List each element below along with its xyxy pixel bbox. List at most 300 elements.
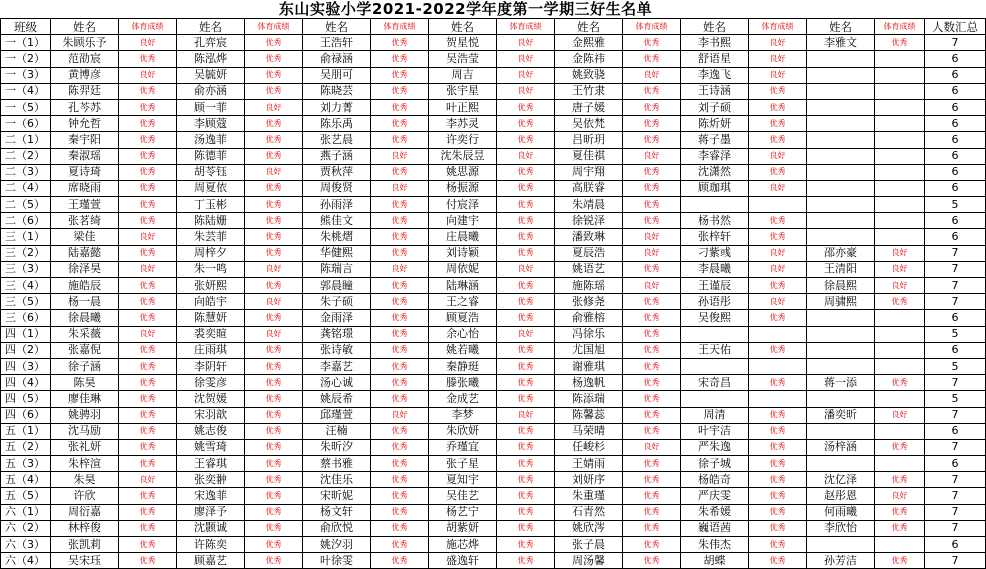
student-name-cell: 姚骋羽 — [51, 407, 119, 423]
student-name-cell: 刘妍序 — [555, 472, 623, 488]
pe-grade-cell: 优秀 — [749, 229, 807, 245]
count-cell: 7 — [925, 504, 986, 520]
student-name-cell: 陆嘉懿 — [51, 245, 119, 261]
pe-grade-cell: 良好 — [497, 326, 555, 342]
pe-grade-cell: 优秀 — [623, 358, 681, 374]
table-row — [1, 67, 986, 83]
student-name-cell: 周骕熙 — [807, 294, 875, 310]
count-cell: 6 — [925, 537, 986, 553]
student-name-cell: 张礼妍 — [51, 439, 119, 455]
student-name-cell: 吕昕玥 — [555, 132, 623, 148]
pe-grade-cell: 优秀 — [119, 391, 177, 407]
pe-grade-cell: 优秀 — [245, 423, 303, 439]
student-name-cell: 杨书然 — [681, 213, 749, 229]
pe-grade-cell: 良好 — [749, 67, 807, 83]
class-cell: 二（2） — [1, 148, 51, 164]
student-name-cell: 周夏依 — [177, 180, 245, 196]
class-cell: 四（3） — [1, 358, 51, 374]
student-name-cell: 乔瑾宜 — [429, 439, 497, 455]
pe-grade-cell — [875, 51, 925, 67]
pe-grade-cell: 优秀 — [497, 342, 555, 358]
student-name-cell: 姚致骁 — [555, 67, 623, 83]
student-name-cell: 杨振源 — [429, 180, 497, 196]
student-name-cell: 杨逸帆 — [555, 375, 623, 391]
pe-grade-cell: 优秀 — [623, 164, 681, 180]
student-name-cell — [807, 456, 875, 472]
pe-grade-cell: 优秀 — [371, 358, 429, 374]
pe-grade-cell: 优秀 — [497, 245, 555, 261]
pe-grade-cell: 良好 — [119, 326, 177, 342]
student-name-cell: 范劭宸 — [51, 51, 119, 67]
count-cell: 7 — [925, 520, 986, 536]
student-name-cell: 吴佳艺 — [429, 488, 497, 504]
student-name-cell: 严庆雯 — [681, 488, 749, 504]
pe-grade-cell: 优秀 — [875, 35, 925, 51]
pe-grade-cell: 优秀 — [245, 197, 303, 213]
student-name-cell: 姚语艺 — [555, 261, 623, 277]
student-name-cell: 严朱逸 — [681, 439, 749, 455]
student-name-cell — [807, 116, 875, 132]
student-name-cell — [807, 229, 875, 245]
student-name-cell: 陈羿廷 — [51, 83, 119, 99]
pe-grade-cell: 良好 — [749, 294, 807, 310]
pe-grade-cell: 优秀 — [245, 342, 303, 358]
count-cell: 6 — [925, 132, 986, 148]
student-name-cell: 孔芩苏 — [51, 99, 119, 115]
pe-grade-cell: 良好 — [371, 180, 429, 196]
pe-grade-cell: 优秀 — [497, 391, 555, 407]
pe-grade-cell: 优秀 — [119, 537, 177, 553]
class-cell: 五（1） — [1, 423, 51, 439]
table-row — [1, 229, 986, 245]
pe-grade-cell: 优秀 — [371, 164, 429, 180]
student-name-cell: 李梦 — [429, 407, 497, 423]
student-name-cell: 杨皓奇 — [681, 472, 749, 488]
pe-grade-cell: 优秀 — [371, 375, 429, 391]
student-name-cell: 向建宇 — [429, 213, 497, 229]
pe-grade-cell: 优秀 — [245, 116, 303, 132]
student-name-cell: 夏知宇 — [429, 472, 497, 488]
table-row — [1, 326, 986, 342]
pe-grade-cell: 良好 — [623, 148, 681, 164]
student-name-cell: 金成艺 — [429, 391, 497, 407]
student-name-cell: 马荣晴 — [555, 423, 623, 439]
header-count: 人数汇总 — [925, 19, 986, 35]
student-name-cell: 付宸泽 — [429, 197, 497, 213]
pe-grade-cell: 优秀 — [119, 99, 177, 115]
pe-grade-cell: 优秀 — [623, 35, 681, 51]
pe-grade-cell: 优秀 — [119, 553, 177, 569]
header-name: 姓名 — [429, 19, 497, 35]
header-grade: 体育成绩 — [497, 19, 555, 35]
count-cell: 6 — [925, 148, 986, 164]
pe-grade-cell: 优秀 — [497, 116, 555, 132]
count-cell: 6 — [925, 51, 986, 67]
pe-grade-cell: 优秀 — [497, 99, 555, 115]
student-name-cell — [807, 51, 875, 67]
student-name-cell: 陈添瑞 — [555, 391, 623, 407]
header-grade: 体育成绩 — [875, 19, 925, 35]
student-name-cell: 许欣 — [51, 488, 119, 504]
pe-grade-cell — [875, 132, 925, 148]
student-name-cell: 周汤馨 — [555, 553, 623, 569]
count-cell: 6 — [925, 310, 986, 326]
pe-grade-cell: 优秀 — [371, 83, 429, 99]
class-cell: 二（1） — [1, 132, 51, 148]
student-name-cell: 施皓辰 — [51, 278, 119, 294]
student-name-cell: 姚雪琦 — [177, 439, 245, 455]
student-name-cell: 滕张曦 — [429, 375, 497, 391]
student-name-cell: 刘诗颖 — [429, 245, 497, 261]
count-cell: 7 — [925, 35, 986, 51]
student-name-cell: 顾珈琪 — [681, 180, 749, 196]
pe-grade-cell: 优秀 — [497, 439, 555, 455]
pe-grade-cell — [875, 213, 925, 229]
pe-grade-cell: 优秀 — [119, 488, 177, 504]
table-body — [1, 35, 986, 569]
student-name-cell: 沈颢诚 — [177, 520, 245, 536]
pe-grade-cell: 优秀 — [623, 472, 681, 488]
student-name-cell: 叶正熙 — [429, 99, 497, 115]
pe-grade-cell: 优秀 — [119, 310, 177, 326]
student-name-cell: 潘致琳 — [555, 229, 623, 245]
pe-grade-cell: 优秀 — [371, 197, 429, 213]
student-name-cell: 沈佳乐 — [303, 472, 371, 488]
pe-grade-cell: 优秀 — [245, 504, 303, 520]
pe-grade-cell: 良好 — [875, 407, 925, 423]
student-name-cell: 姚若曦 — [429, 342, 497, 358]
table-row — [1, 132, 986, 148]
pe-grade-cell: 优秀 — [245, 229, 303, 245]
pe-grade-cell: 优秀 — [623, 310, 681, 326]
pe-grade-cell: 优秀 — [749, 342, 807, 358]
pe-grade-cell: 优秀 — [497, 358, 555, 374]
pe-grade-cell: 优秀 — [245, 472, 303, 488]
student-name-cell: 许陈奕 — [177, 537, 245, 553]
pe-grade-cell: 良好 — [497, 407, 555, 423]
pe-grade-cell: 优秀 — [245, 407, 303, 423]
pe-grade-cell: 良好 — [371, 407, 429, 423]
student-name-cell: 俞亦涵 — [177, 83, 245, 99]
student-name-cell: 王清阳 — [807, 261, 875, 277]
student-name-cell: 朱昊 — [51, 472, 119, 488]
table-row — [1, 456, 986, 472]
student-name-cell: 周俊贤 — [303, 180, 371, 196]
pe-grade-cell — [875, 391, 925, 407]
pe-grade-cell: 优秀 — [623, 375, 681, 391]
student-name-cell: 蒋子墨 — [681, 132, 749, 148]
count-cell: 6 — [925, 99, 986, 115]
class-cell: 五（4） — [1, 472, 51, 488]
pe-grade-cell: 优秀 — [119, 164, 177, 180]
student-name-cell: 夏诗琦 — [51, 164, 119, 180]
student-name-cell: 张子晨 — [555, 537, 623, 553]
student-name-cell: 张诗敏 — [303, 342, 371, 358]
pe-grade-cell: 优秀 — [371, 229, 429, 245]
pe-grade-cell: 优秀 — [497, 229, 555, 245]
pe-grade-cell: 优秀 — [371, 520, 429, 536]
header-class: 班级 — [1, 19, 51, 35]
pe-grade-cell: 优秀 — [623, 51, 681, 67]
pe-grade-cell: 优秀 — [245, 278, 303, 294]
pe-grade-cell: 优秀 — [875, 375, 925, 391]
student-name-cell: 徐晨曦 — [51, 310, 119, 326]
student-name-cell: 朱子硕 — [303, 294, 371, 310]
student-name-cell: 任峻杉 — [555, 439, 623, 455]
pe-grade-cell: 优秀 — [497, 456, 555, 472]
student-name-cell: 沈潇然 — [681, 164, 749, 180]
student-name-cell: 龚铭璟 — [303, 326, 371, 342]
student-name-cell: 叶徐雯 — [303, 553, 371, 569]
pe-grade-cell: 良好 — [875, 261, 925, 277]
pe-grade-cell: 良好 — [497, 67, 555, 83]
pe-grade-cell: 优秀 — [497, 197, 555, 213]
student-name-cell: 王浩轩 — [303, 35, 371, 51]
student-name-cell: 石青然 — [555, 504, 623, 520]
student-name-cell: 徐雯彦 — [177, 375, 245, 391]
student-name-cell: 尤国旭 — [555, 342, 623, 358]
student-name-cell: 孙芳洁 — [807, 553, 875, 569]
header-name: 姓名 — [555, 19, 623, 35]
student-name-cell: 余心怡 — [429, 326, 497, 342]
pe-grade-cell: 良好 — [749, 180, 807, 196]
pe-grade-cell: 优秀 — [497, 310, 555, 326]
student-name-cell: 施芯烨 — [429, 537, 497, 553]
student-name-cell: 金雨泽 — [303, 310, 371, 326]
count-cell: 7 — [925, 278, 986, 294]
student-name-cell: 舒语星 — [681, 51, 749, 67]
count-cell: 7 — [925, 488, 986, 504]
student-name-cell — [807, 180, 875, 196]
class-cell: 三（5） — [1, 294, 51, 310]
student-name-cell: 王竹隶 — [555, 83, 623, 99]
pe-grade-cell: 优秀 — [623, 488, 681, 504]
table-row — [1, 278, 986, 294]
pe-grade-cell: 优秀 — [749, 83, 807, 99]
pe-grade-cell: 优秀 — [245, 148, 303, 164]
student-name-cell: 朱欣妍 — [429, 423, 497, 439]
pe-grade-cell: 优秀 — [623, 456, 681, 472]
student-name-cell: 周吉 — [429, 67, 497, 83]
student-name-cell: 吴依梵 — [555, 116, 623, 132]
student-name-cell: 李欣怡 — [807, 520, 875, 536]
count-cell: 7 — [925, 294, 986, 310]
pe-grade-cell: 优秀 — [497, 213, 555, 229]
student-name-cell: 俞欣悦 — [303, 520, 371, 536]
pe-grade-cell — [875, 326, 925, 342]
student-name-cell: 朱梓渲 — [51, 456, 119, 472]
pe-grade-cell: 优秀 — [119, 407, 177, 423]
pe-grade-cell: 优秀 — [119, 342, 177, 358]
student-name-cell: 陈晓芸 — [303, 83, 371, 99]
student-name-cell: 俞雅榕 — [555, 310, 623, 326]
student-name-cell: 陈乐禹 — [303, 116, 371, 132]
pe-grade-cell: 优秀 — [623, 537, 681, 553]
pe-grade-cell: 优秀 — [497, 278, 555, 294]
pe-grade-cell: 优秀 — [245, 537, 303, 553]
student-name-cell: 杨文轩 — [303, 504, 371, 520]
pe-grade-cell: 优秀 — [623, 99, 681, 115]
pe-grade-cell: 优秀 — [119, 456, 177, 472]
student-name-cell: 陆琳涵 — [429, 278, 497, 294]
pe-grade-cell: 优秀 — [749, 472, 807, 488]
student-name-cell: 顾嘉艺 — [177, 553, 245, 569]
class-cell: 一（4） — [1, 83, 51, 99]
pe-grade-cell: 优秀 — [875, 504, 925, 520]
pe-grade-cell: 优秀 — [749, 99, 807, 115]
count-cell: 7 — [925, 245, 986, 261]
student-name-cell: 丁玉彬 — [177, 197, 245, 213]
student-name-cell: 夏辰浩 — [555, 245, 623, 261]
pe-grade-cell: 优秀 — [623, 423, 681, 439]
class-cell: 一（6） — [1, 116, 51, 132]
class-cell: 六（2） — [1, 520, 51, 536]
pe-grade-cell: 优秀 — [623, 407, 681, 423]
count-cell: 5 — [925, 326, 986, 342]
student-name-cell: 张梓轩 — [681, 229, 749, 245]
pe-grade-cell: 优秀 — [623, 132, 681, 148]
student-name-cell: 高朕睿 — [555, 180, 623, 196]
pe-grade-cell: 良好 — [245, 164, 303, 180]
table-row — [1, 504, 986, 520]
honor-student-table — [0, 18, 986, 569]
pe-grade-cell: 良好 — [875, 488, 925, 504]
student-name-cell: 朱伟杰 — [681, 537, 749, 553]
student-name-cell: 王天佑 — [681, 342, 749, 358]
student-name-cell: 张艺晨 — [303, 132, 371, 148]
student-name-cell — [807, 391, 875, 407]
class-cell: 四（5） — [1, 391, 51, 407]
header-grade: 体育成绩 — [623, 19, 681, 35]
pe-grade-cell — [875, 423, 925, 439]
pe-grade-cell: 优秀 — [623, 504, 681, 520]
pe-grade-cell: 优秀 — [119, 116, 177, 132]
pe-grade-cell: 优秀 — [119, 197, 177, 213]
student-name-cell: 周宇翔 — [555, 164, 623, 180]
student-name-cell: 陈慧妍 — [177, 310, 245, 326]
class-cell: 四（2） — [1, 342, 51, 358]
pe-grade-cell: 优秀 — [371, 439, 429, 455]
pe-grade-cell: 优秀 — [749, 132, 807, 148]
pe-grade-cell: 良好 — [749, 35, 807, 51]
pe-grade-cell: 优秀 — [119, 439, 177, 455]
pe-grade-cell: 优秀 — [245, 456, 303, 472]
class-cell: 二（3） — [1, 164, 51, 180]
pe-grade-cell: 优秀 — [749, 116, 807, 132]
student-name-cell: 廖泽予 — [177, 504, 245, 520]
table-row — [1, 407, 986, 423]
student-name-cell: 谢雅琪 — [555, 358, 623, 374]
student-name-cell: 宋羽歆 — [177, 407, 245, 423]
student-name-cell: 蒋一添 — [807, 375, 875, 391]
student-name-cell: 陈昊 — [51, 375, 119, 391]
student-name-cell — [807, 164, 875, 180]
student-name-cell: 蔡书雅 — [303, 456, 371, 472]
pe-grade-cell: 优秀 — [875, 294, 925, 310]
table-row — [1, 358, 986, 374]
pe-grade-cell: 优秀 — [245, 488, 303, 504]
pe-grade-cell: 优秀 — [371, 553, 429, 569]
pe-grade-cell: 优秀 — [497, 553, 555, 569]
count-cell: 5 — [925, 197, 986, 213]
student-name-cell: 胡蝶 — [681, 553, 749, 569]
student-name-cell: 姚欣涔 — [555, 520, 623, 536]
pe-grade-cell: 优秀 — [497, 294, 555, 310]
pe-grade-cell: 优秀 — [749, 213, 807, 229]
student-name-cell: 朱昕汐 — [303, 439, 371, 455]
student-name-cell: 李逸飞 — [681, 67, 749, 83]
student-name-cell — [807, 148, 875, 164]
pe-grade-cell: 优秀 — [119, 278, 177, 294]
pe-grade-cell: 优秀 — [749, 488, 807, 504]
pe-grade-cell: 优秀 — [749, 504, 807, 520]
student-name-cell: 王婧雨 — [555, 456, 623, 472]
student-name-cell: 张凯莉 — [51, 537, 119, 553]
pe-grade-cell: 良好 — [245, 294, 303, 310]
pe-grade-cell: 优秀 — [623, 213, 681, 229]
student-name-cell: 李阴轩 — [177, 358, 245, 374]
pe-grade-cell: 优秀 — [119, 504, 177, 520]
pe-grade-cell: 良好 — [245, 326, 303, 342]
student-name-cell: 陈陆姗 — [177, 213, 245, 229]
pe-grade-cell — [749, 197, 807, 213]
class-cell: 四（1） — [1, 326, 51, 342]
pe-grade-cell: 优秀 — [623, 83, 681, 99]
pe-grade-cell: 优秀 — [749, 278, 807, 294]
student-name-cell: 陈泓烨 — [177, 51, 245, 67]
pe-grade-cell: 优秀 — [371, 245, 429, 261]
student-name-cell — [807, 99, 875, 115]
pe-grade-cell: 良好 — [371, 148, 429, 164]
pe-grade-cell: 优秀 — [623, 391, 681, 407]
pe-grade-cell: 优秀 — [623, 116, 681, 132]
pe-grade-cell: 优秀 — [245, 213, 303, 229]
pe-grade-cell: 良好 — [623, 67, 681, 83]
pe-grade-cell: 优秀 — [245, 553, 303, 569]
student-name-cell: 俞禄涵 — [303, 51, 371, 67]
count-cell: 6 — [925, 83, 986, 99]
pe-grade-cell: 良好 — [119, 229, 177, 245]
pe-grade-cell: 优秀 — [119, 83, 177, 99]
student-name-cell: 朱重瑾 — [555, 488, 623, 504]
student-name-cell: 吴俊熙 — [681, 310, 749, 326]
table-row — [1, 261, 986, 277]
student-name-cell: 顾一菲 — [177, 99, 245, 115]
student-name-cell — [681, 197, 749, 213]
table-row — [1, 83, 986, 99]
count-cell: 5 — [925, 358, 986, 374]
count-cell: 6 — [925, 456, 986, 472]
student-name-cell — [807, 67, 875, 83]
count-cell: 6 — [925, 229, 986, 245]
student-name-cell: 沈马励 — [51, 423, 119, 439]
pe-grade-cell — [875, 197, 925, 213]
pe-grade-cell: 优秀 — [623, 520, 681, 536]
pe-grade-cell: 良好 — [245, 99, 303, 115]
pe-grade-cell — [875, 358, 925, 374]
pe-grade-cell: 良好 — [623, 439, 681, 455]
count-cell: 7 — [925, 553, 986, 569]
count-cell: 7 — [925, 407, 986, 423]
student-name-cell: 张子星 — [429, 456, 497, 472]
pe-grade-cell: 优秀 — [623, 294, 681, 310]
table-row — [1, 553, 986, 569]
table-row — [1, 342, 986, 358]
student-name-cell: 刘子硕 — [681, 99, 749, 115]
pe-grade-cell: 优秀 — [875, 472, 925, 488]
pe-grade-cell: 优秀 — [875, 553, 925, 569]
student-name-cell: 李雅文 — [807, 35, 875, 51]
